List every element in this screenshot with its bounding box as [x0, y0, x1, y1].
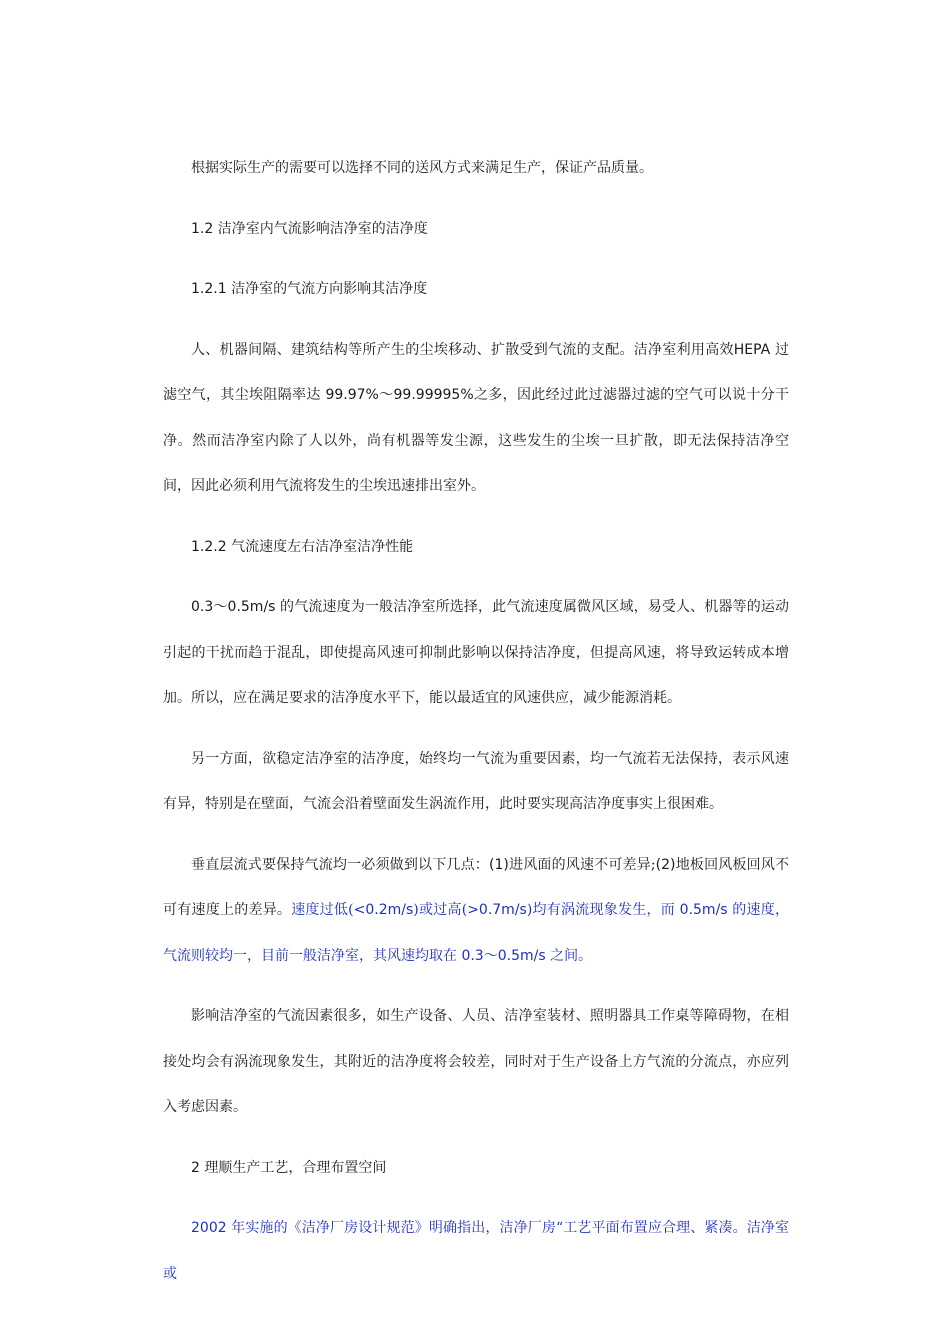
paragraph-text: 另一方面，欲稳定洁净室的洁净度，始终均一气流为重要因素，均一气流若无法保持，表示风速有异，特别是在壁面，气流会沿着壁面发生涡流作用，此时要实现高洁净度事实上很困难。: [163, 750, 789, 812]
paragraph-uniform-airflow: [163, 737, 789, 828]
document-page: [163, 146, 789, 1312]
highlight-fragment: 速度过低(: [291, 902, 354, 918]
paragraph-text: 年实施的《洁净厂房设计规范》明确指出，洁净厂房“工艺平面布置应合理、紧凑。洁净室或: [163, 1220, 789, 1282]
section-number: 1.2.2: [191, 538, 227, 555]
speed-value: <0.2m/s: [353, 902, 414, 918]
highlight-fragment: )或过高(: [413, 902, 468, 918]
paragraph-text: 人、机器间隔、建筑结构等所产生的尘埃移动、扩散受到气流的支配。洁净室利用高效: [191, 341, 734, 358]
highlight-fragment: )均有涡流现象发生，而: [526, 902, 680, 918]
section-heading-2: [163, 1146, 789, 1192]
section-number: 2: [191, 1159, 200, 1176]
paragraph-text: 地板回风板回风不可有速度上的差异。: [163, 856, 790, 918]
speed-value: >0.7m/s: [467, 902, 527, 918]
highlight-fragment: 之间。: [545, 947, 593, 964]
paragraph-design-code: [163, 1206, 789, 1297]
section-title: 理顺生产工艺，合理布置空间: [199, 1159, 387, 1176]
section-title: 洁净室的气流方向影响其洁净度: [226, 281, 428, 297]
paragraph-air-supply: [163, 146, 789, 192]
paragraph-text: 根据实际生产的需要可以选择不同的送风方式来满足生产，保证产品质量。: [191, 160, 653, 176]
section-title: 气流速度左右洁净室洁净性能: [226, 538, 414, 555]
section-heading-1-2-2: [163, 525, 789, 571]
section-number: 1.2: [191, 220, 214, 237]
paragraph-text: 之多，因此经过此过滤器过滤的空气可以说十分干净。然而洁净室内除了人以外，尚有机器等发尘源，这些发生的尘埃一旦扩散，即无法保持洁净空间，因此必须利用气流将发生的尘埃迅速排出室外。: [163, 387, 789, 494]
paragraph-text: 过滤空气，其尘埃阻隔率达: [163, 341, 789, 403]
efficiency-value: 99.97%～99.99995%: [325, 387, 474, 403]
section-number: 1.2.1: [191, 281, 227, 297]
section-heading-1-2: [163, 207, 789, 253]
list-marker: (1): [489, 856, 509, 873]
year-value: 2002: [191, 1220, 227, 1236]
paragraph-text: 的气流速度为一般洁净室所选择，此气流速度属微风区域，易受人、机器等的运动引起的干扰而趋于混乱，即使提高风速可抑制此影响以保持洁净度，但提高风速，将导致运转成本增加。所以，应在满足要求的洁净度水平下，能以最适宜的风速供应，减少能源消耗。: [163, 599, 789, 706]
paragraph-vertical-laminar: [163, 843, 789, 980]
paragraph-text: 进风面的风速不可差异;: [508, 856, 656, 873]
list-marker: (2): [655, 856, 676, 873]
paragraph-text: 垂直层流式要保持气流均一必须做到以下几点：: [191, 856, 489, 873]
section-heading-1-2-1: [163, 267, 789, 313]
paragraph-text: 影响洁净室的气流因素很多，如生产设备、人员、洁净室装材、照明器具工作桌等障碍物，在相接处均会有涡流现象发生，其附近的洁净度将会较差，同时对于生产设备上方气流的分流点，亦应列入考虑因素。: [163, 1008, 789, 1115]
hepa-term: HEPA: [733, 341, 771, 358]
paragraph-airflow-direction: [163, 328, 789, 510]
paragraph-influencing-factors: [163, 994, 789, 1131]
speed-value: 0.5m/s: [679, 902, 728, 918]
speed-value: 0.3～0.5m/s: [461, 947, 546, 964]
paragraph-airflow-speed: [163, 585, 789, 722]
highlight-fragment: 的速度，气流则较均一，目前一般洁净室，其风速均取在: [163, 902, 790, 964]
speed-value: 0.3～0.5m/s: [191, 599, 276, 615]
section-title: 洁净室内气流影响洁净室的洁净度: [213, 220, 428, 237]
